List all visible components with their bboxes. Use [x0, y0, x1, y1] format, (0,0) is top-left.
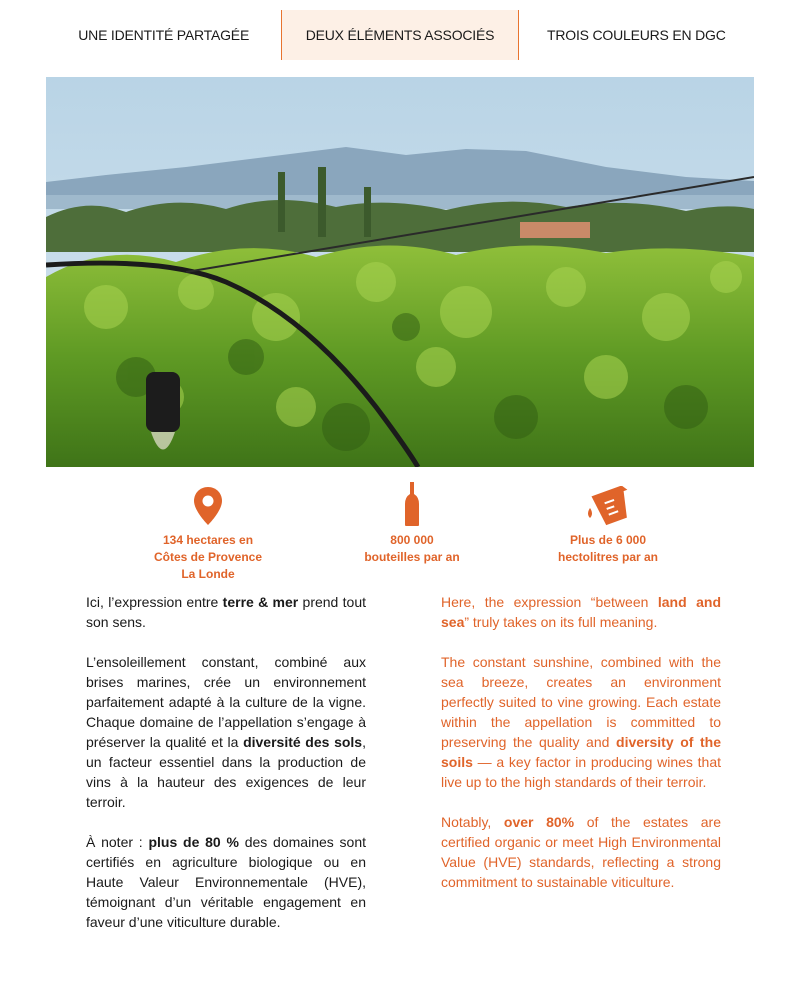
section-tabs — [46, 10, 754, 60]
fr-paragraph-3: À noter : plus de 80 % des domaines sont certifiés en agriculture biologique ou en Haute Valeur Environnementale (HVE), témoignant d’un véritable engagement en faveur d’une viticulture durable. — [86, 834, 367, 930]
wine-bottle-icon — [322, 480, 502, 526]
stat-hectares-label: 134 hectares en Côtes de Provence La Londe — [153, 533, 263, 581]
stat-hectares — [118, 480, 298, 583]
english-text-column — [441, 592, 721, 912]
fr-paragraph-1: Ici, l’expression entre terre & mer prend tout son sens. — [86, 594, 366, 630]
measuring-jug-icon — [518, 480, 698, 526]
en-paragraph-1: Here, the expression “between land and sea” truly takes on its full meaning. — [441, 594, 721, 630]
fr-paragraph-2: L’ensoleillement constant, combiné aux brises marines, crée un environnement parfaitement adapté à la culture de la vigne. Chaque domaine de l’appellation s’engage à préserver la qualité et la diversité des sols, un facteur essentiel dans la production de vins à la hauteur des exigences de leur terroir. — [86, 654, 366, 810]
en-paragraph-2: The constant sunshine, combined with the sea breeze, creates an environment perfectly suited to vine growing. Each estate within the appellation is committed to preserving the quality and diversity of the soils — a key factor in producing wines that live up to the high standards of their terroir. — [441, 654, 721, 790]
stat-bouteilles-label: 800 000 bouteilles par an — [364, 533, 460, 564]
stat-hectolitres — [518, 480, 698, 566]
location-pin-icon — [118, 480, 298, 526]
tab-trois-couleurs[interactable]: TROIS COULEURS EN DGC — [547, 27, 726, 43]
stat-bouteilles — [322, 480, 502, 566]
stat-hectolitres-label: Plus de 6 000 hectolitres par an — [557, 533, 659, 564]
french-text-column — [86, 592, 366, 952]
vineyard-photo — [46, 77, 754, 467]
tab-deux-elements-associes[interactable]: DEUX ÉLÉMENTS ASSOCIÉS — [281, 10, 518, 60]
en-paragraph-3: Notably, over 80% of the estates are certified organic or meet High Environmental Value (HVE) standards, reflecting a strong commitment to sustainable viticulture. — [441, 814, 721, 890]
tab-identite-partagee[interactable]: UNE IDENTITÉ PARTAGÉE — [78, 27, 250, 43]
